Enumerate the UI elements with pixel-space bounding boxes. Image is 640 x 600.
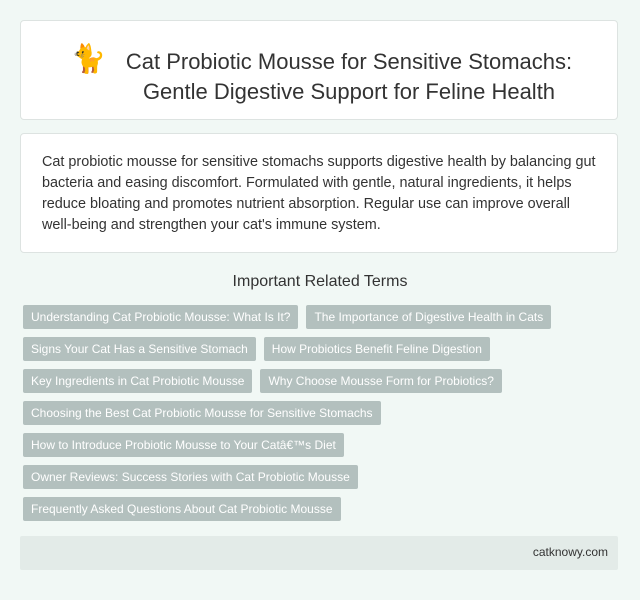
related-term-tag[interactable]: How Probiotics Benefit Feline Digestion xyxy=(264,337,490,361)
tag-row xyxy=(23,337,613,361)
footer xyxy=(20,536,618,570)
related-term-tag[interactable]: Frequently Asked Questions About Cat Probiotic Mousse xyxy=(23,497,341,521)
related-term-tag[interactable]: Why Choose Mousse Form for Probiotics? xyxy=(260,369,501,393)
tag-row xyxy=(23,369,613,393)
related-term-tag[interactable]: Owner Reviews: Success Stories with Cat Probiotic Mousse xyxy=(23,465,358,489)
description-text: Cat probiotic mousse for sensitive stomachs supports digestive health by balancing gut bacteria and easing discomfort. Formulated with gentle, natural ingredients, it helps reduce bloating and promotes nutrient absorption. Regular use can improve overall well-being and strengthen your cat's immune system. xyxy=(42,154,596,233)
title-card xyxy=(20,20,618,120)
related-term-tag[interactable]: How to Introduce Probiotic Mousse to Your Catâ€™s Diet xyxy=(23,433,344,457)
related-terms-list xyxy=(23,305,613,529)
related-terms-heading: Important Related Terms xyxy=(232,273,408,290)
related-term-tag[interactable]: Choosing the Best Cat Probiotic Mousse for Sensitive Stomachs xyxy=(23,401,381,425)
page-title: Cat Probiotic Mousse for Sensitive Stomachs: Gentle Digestive Support for Feline Health xyxy=(125,49,573,104)
site-name[interactable]: catknowy.com xyxy=(532,545,608,559)
tag-row xyxy=(23,401,613,425)
related-term-tag[interactable]: Signs Your Cat Has a Sensitive Stomach xyxy=(23,337,256,361)
tag-row xyxy=(23,497,613,521)
description-card xyxy=(20,133,618,253)
related-term-tag[interactable]: Understanding Cat Probiotic Mousse: What Is It? xyxy=(23,305,298,329)
related-term-tag[interactable]: The Importance of Digestive Health in Cats xyxy=(306,305,551,329)
tag-row xyxy=(23,465,613,489)
tag-row xyxy=(23,433,613,457)
cat-icon: 🐈 xyxy=(71,43,106,74)
tag-row xyxy=(23,305,613,329)
related-term-tag[interactable]: Key Ingredients in Cat Probiotic Mousse xyxy=(23,369,252,393)
